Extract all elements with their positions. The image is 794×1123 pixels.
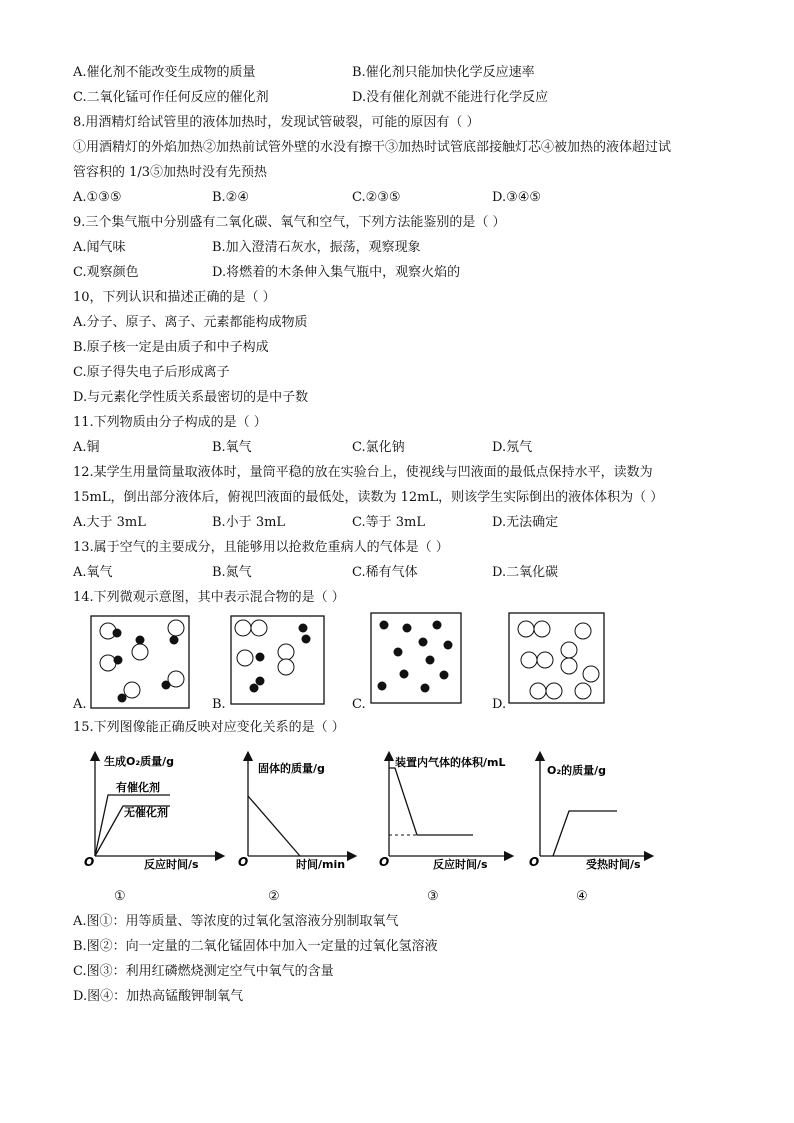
graph-3-x-label: 反应时间/s xyxy=(433,858,488,871)
q10-option-c: C.原子得失电子后形成离子 xyxy=(73,365,230,380)
q10-option-d: D.与元素化学性质关系最密切的是中子数 xyxy=(73,390,309,405)
q8-conditions-line2: 管容积的 1/3⑤加热时没有先预热 xyxy=(73,165,268,180)
q11-option-d: D.氖气 xyxy=(492,440,533,455)
graph-2-curve xyxy=(248,796,300,856)
q8-option-b: B.②④ xyxy=(212,190,249,205)
graph-1 xyxy=(80,748,230,873)
graph-1-curve-label-2: 无催化剂 xyxy=(124,806,168,819)
q13-stem: 13.属于空气的主要成分，且能够用以抢救危重病人的气体是（ ） xyxy=(73,540,449,555)
q11-option-a: A.铜 xyxy=(73,440,100,455)
graph-1-x-label: 反应时间/s xyxy=(144,858,199,871)
graph-3-number: ③ xyxy=(427,889,439,904)
graph-2 xyxy=(230,748,360,873)
q8-stem: 8.用酒精灯给试管里的液体加热时，发现试管破裂，可能的原因有（ ） xyxy=(73,115,480,130)
graph-3 xyxy=(375,748,515,873)
q12-option-b: B.小于 3mL xyxy=(212,515,286,530)
micro-diagram-a xyxy=(90,615,190,709)
q7-option-c: C.二氧化锰可作任何反应的催化剂 xyxy=(73,90,269,105)
graph-1-y-label: 生成O₂质量/g xyxy=(104,755,175,768)
q12-option-a: A.大于 3mL xyxy=(73,515,146,530)
q15-option-a: A.图①：用等质量、等浓度的过氧化氢溶液分别制取氧气 xyxy=(73,914,399,929)
q14-option-c: C. xyxy=(352,697,366,712)
q9-option-c: C.观察颜色 xyxy=(73,265,139,280)
q12-option-c: C.等于 3mL xyxy=(352,515,425,530)
q14-stem: 14.下列微观示意图，其中表示混合物的是（ ） xyxy=(73,590,345,605)
q14-option-b: B. xyxy=(212,697,226,712)
q7-option-b: B.催化剂只能加快化学反应速率 xyxy=(352,65,535,80)
q12-stem-line1: 12.某学生用量筒量取液体时，量筒平稳的放在实验台上，使视线与凹液面的最低点保持水平，读数为 xyxy=(73,465,653,480)
micro-diagram-c xyxy=(370,612,462,704)
graph-2-number: ② xyxy=(268,889,280,904)
micro-diagram-b xyxy=(230,615,325,705)
q10-option-a: A.分子、原子、离子、元素都能构成物质 xyxy=(73,315,308,330)
q11-stem: 11.下列物质由分子构成的是（ ） xyxy=(73,415,267,430)
q7-option-d: D.没有催化剂就不能进行化学反应 xyxy=(352,90,549,105)
graph-3-y-label: 装置内气体的体积/mL xyxy=(395,756,506,769)
graph-3-origin: O xyxy=(379,855,390,869)
graph-1-curve-label-1: 有催化剂 xyxy=(116,781,160,794)
graph-4 xyxy=(525,748,655,873)
graph-4-curve xyxy=(553,811,617,856)
q13-option-d: D.二氧化碳 xyxy=(492,565,559,580)
q13-option-b: B.氮气 xyxy=(212,565,252,580)
q10-stem: 10，下列认识和描述正确的是（ ） xyxy=(73,290,276,305)
q9-option-b: B.加入澄清石灰水，振荡，观察现象 xyxy=(212,240,421,255)
q13-option-a: A.氧气 xyxy=(73,565,113,580)
graph-4-origin: O xyxy=(529,855,540,869)
q9-option-d: D.将燃着的木条伸入集气瓶中，观察火焰的 xyxy=(212,265,461,280)
graph-2-x-label: 时间/min xyxy=(296,858,346,871)
graph-1-curve-catalyst xyxy=(95,795,170,856)
graph-4-x-label: 受热时间/s xyxy=(586,858,641,871)
q8-option-c: C.②③⑤ xyxy=(352,190,401,205)
q14-option-d: D. xyxy=(492,697,507,712)
graph-1-origin: O xyxy=(84,855,95,869)
graph-2-y-label: 固体的质量/g xyxy=(258,762,325,775)
q15-stem: 15.下列图像能正确反映对应变化关系的是（ ） xyxy=(73,720,345,735)
q10-option-b: B.原子核一定是由质子和中子构成 xyxy=(73,340,269,355)
q9-stem: 9.三个集气瓶中分别盛有二氧化碳、氧气和空气，下列方法能鉴别的是（ ） xyxy=(73,215,506,230)
q7-option-a: A.催化剂不能改变生成物的质量 xyxy=(73,65,256,80)
graph-3-curve xyxy=(389,768,473,835)
micro-diagram-d xyxy=(508,612,605,704)
graph-2-origin: O xyxy=(238,855,249,869)
q9-option-a: A.闻气味 xyxy=(73,240,126,255)
q13-option-c: C.稀有气体 xyxy=(352,565,418,580)
q15-option-c: C.图③：利用红磷燃烧测定空气中氧气的含量 xyxy=(73,964,334,979)
q11-option-c: C.氯化钠 xyxy=(352,440,405,455)
q14-option-a: A. xyxy=(73,697,87,712)
q15-option-b: B.图②：向一定量的二氧化锰固体中加入一定量的过氧化氢溶液 xyxy=(73,939,438,954)
q12-option-d: D.无法确定 xyxy=(492,515,559,530)
q15-option-d: D.图④：加热高锰酸钾制氧气 xyxy=(73,989,244,1004)
q8-conditions-line1: ①用酒精灯的外焰加热②加热前试管外壁的水没有擦干③加热时试管底部接触灯芯④被加热的液体超过试 xyxy=(73,140,672,155)
graph-4-number: ④ xyxy=(576,889,588,904)
q8-option-d: D.③④⑤ xyxy=(492,190,542,205)
graph-1-number: ① xyxy=(114,889,126,904)
graph-4-y-label: O₂的质量/g xyxy=(547,764,607,777)
q11-option-b: B.氧气 xyxy=(212,440,252,455)
q12-stem-line2: 15mL，倒出部分液体后，俯视凹液面的最低处，读数为 12mL，则该学生实际倒出的液体体积为（ ） xyxy=(73,490,664,505)
q8-option-a: A.①③⑤ xyxy=(73,190,122,205)
